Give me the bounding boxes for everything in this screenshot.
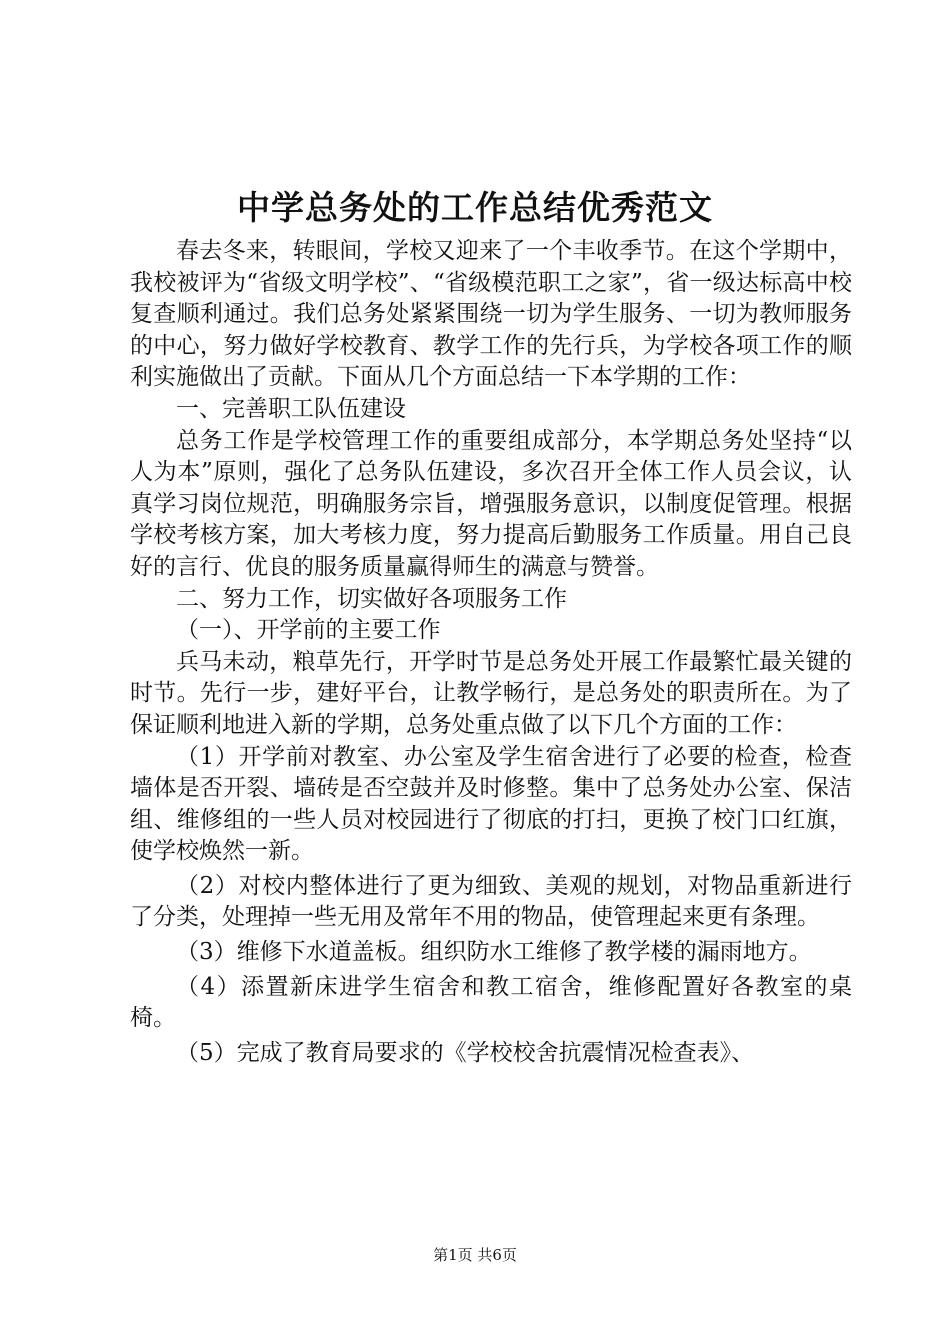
heading-subsection-1: （一）、开学前的主要工作 — [176, 617, 441, 644]
list-item-2: （2）对校内整体进行了更为细致、美观的规划，对物品重新进行了分类，处理掉一些无用及常年不用的物品，使管理起来更有条理。 — [130, 872, 852, 931]
list-item-5: （5）完成了教育局要求的《学校校舍抗震情况检查表》、 — [176, 1039, 755, 1066]
paragraph-subsection-1: 兵马未动，粮草先行，开学时节是总务处开展工作最繁忙最关键的时节。先行一步，建好平台，让教学畅行，是总务处的职责所在。为了保证顺利地进入新的学期，总务处重点做了以下几个方面的工作： — [130, 648, 852, 738]
paragraph-section-1: 总务工作是学校管理工作的重要组成部分，本学期总务处坚持“以人为本”原则，强化了总务队伍建设，多次召开全体工作人员会议，认真学习岗位规范，明确服务宗旨，增强服务意识，以制度促管理。根据学校考核方案，加大考核力度，努力提高后勤服务工作质量。用自己良好的言行、优良的服务质量赢得师生的满意与赞誉。 — [130, 427, 852, 580]
heading-section-2: 二、努力工作，切实做好各项服务工作 — [176, 585, 567, 612]
document-title: 中学总务处的工作总结优秀范文 — [237, 188, 713, 227]
heading-section-1: 一、完善职工队伍建设 — [176, 395, 406, 422]
list-item-3: （3）维修下水道盖板。组织防水工维修了教学楼的漏雨地方。 — [176, 939, 812, 966]
page-number-footer: 第1页 共6页 — [433, 1246, 517, 1264]
paragraph-intro: 春去冬来，转眼间，学校又迎来了一个丰收季节。在这个学期中，我校被评为“省级文明学校”、“省级模范职工之家”，省一级达标高中校复查顺利通过。我们总务处紧紧围绕一切为学生服务、一切为教师服务的中心，努力做好学校教育、教学工作的先行兵，为学校各项工作的顺利实施做出了贡献。下面从几个方面总结一下本学期的工作： — [130, 238, 852, 391]
list-item-1: （1）开学前对教室、办公室及学生宿舍进行了必要的检查，检查墙体是否开裂、墙砖是否空鼓并及时修整。集中了总务处办公室、保洁组、维修组的一些人员对校园进行了彻底的打扫，更换了校门口红旗，使学校焕然一新。 — [130, 743, 852, 865]
document-body — [130, 236, 852, 1069]
list-item-4: （4）添置新床进学生宿舍和教工宿舍，维修配置好各教室的桌椅。 — [130, 973, 852, 1032]
